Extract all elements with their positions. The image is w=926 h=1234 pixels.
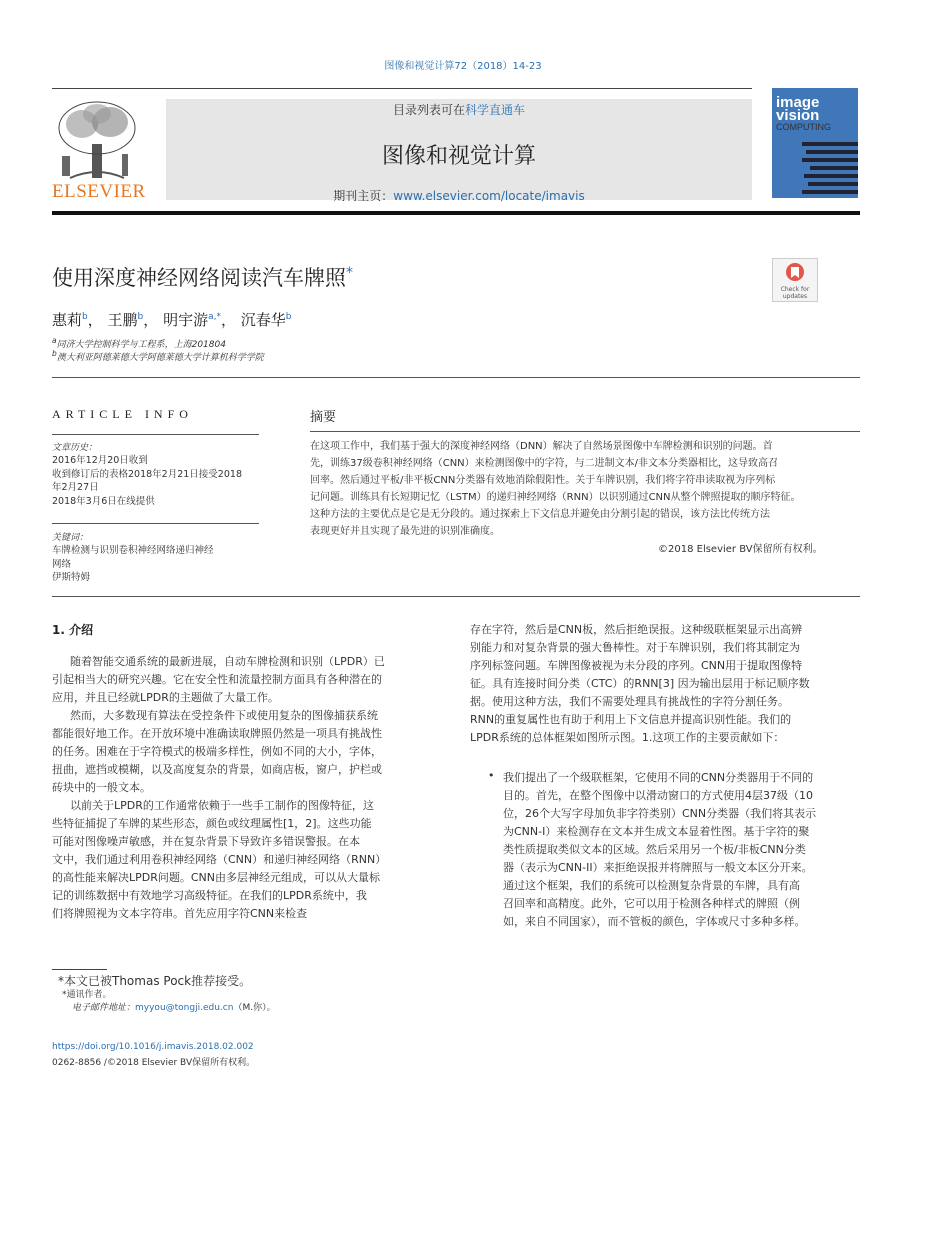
affiliation-b: $^b$澳大利亚阿德莱德大学阿德莱德大学计算机科学学院 xyxy=(52,349,264,363)
publisher-logo-text: ELSEVIER xyxy=(52,181,146,202)
bullet-marker: • xyxy=(488,769,495,782)
affiliation-rule xyxy=(52,377,860,378)
author[interactable]: 明宇游$^{a,*}$， xyxy=(163,311,236,329)
abstract-bottom-rule xyxy=(52,596,860,597)
check-for-updates-text: Check for updates xyxy=(780,286,810,300)
abstract-copyright: ©2018 Elsevier BV保留所有权利。 xyxy=(658,544,823,555)
article-info-heading: ARTICLE INFO xyxy=(52,407,193,421)
footnote-corresponding: *通讯作者。 xyxy=(62,990,112,1000)
history-label: 文章历史： xyxy=(52,443,98,453)
contents-line: 目录列表可在科学直通车 xyxy=(392,103,526,117)
cover-graphic xyxy=(802,142,858,198)
abstract-text: 在这项工作中，我们基于强大的深度神经网络（DNN）解决了自然场景图像中车牌检测和识别的问题。首 先，训练37级卷积神经网络（CNN）来检测图像中的字符，与二进制文本/非文本分类器相比，这导致高召 回率。然后通过平板/非平板CNN分类器有效地消除假阳性。关于车牌识别，我们将字符串读取视为序列标 记问题。训练具有长短期记忆（LSTM）的递归神经网络（RNN）以识别通过CNN从整个牌照提取的顺序特征。 这种方法的主要优点是它是无分段的。通过探索上下文信息并避免由分割引起的错误，该方法比传统方法 表现更好并且实现了最先进的识别准确度。 xyxy=(310,441,801,537)
doi-link[interactable]: https://doi.org/10.1016/j.imavis.2018.02.002 xyxy=(52,1042,254,1052)
journal-name: 图像和视觉计算 xyxy=(381,144,536,169)
science-direct-link[interactable]: 科学直通车 xyxy=(465,103,526,117)
body-right-column: 存在字符，然后是CNN板，然后拒绝误报。这种级联框架显示出高辨 别能力和对复杂背景的强大鲁棒性。对于车牌识别，我们将其制定为 序列标签问题。车牌图像被视为未分段的序列。CNN用于提取图像特 征。具有连接时间分类（CTC）的RNN[3] 因为输出层用于标记顺序数 据。使用这种方法，我们不需要处理具有挑战性的字符分割任务。 RNN的重复属性也有助于利用上下文信息并提高识别性能。我们的 LPDR系统的总体框架如图所示图。1.这项工作的主要贡献如下： xyxy=(470,623,810,744)
check-for-updates-badge[interactable] xyxy=(772,258,818,302)
journal-cover xyxy=(772,88,858,198)
email-link[interactable]: myyou@tongji.edu.cn xyxy=(135,1003,234,1013)
keywords-rule xyxy=(52,523,259,524)
article-info-rule xyxy=(52,434,259,435)
issn-copyright: 0262-8856 /©2018 Elsevier BV保留所有权利。 xyxy=(52,1058,256,1068)
keywords-label: 关键词： xyxy=(52,533,89,543)
author[interactable]: 王鹏$^b$， xyxy=(107,311,159,329)
masthead-thick-rule xyxy=(52,211,860,215)
author[interactable]: 沉春华$^b$ xyxy=(240,311,292,329)
cover-title: image vision COMPUTING xyxy=(776,94,831,132)
abstract-rule xyxy=(310,431,860,432)
contribution-bullet: 我们提出了一个级联框架，它使用不同的CNN分类器用于不同的 目的。首先，在整个图像中以滑动窗口的方式使用4层37级（10 位，26个大写字母加负非字符类别）CNN分类器（我们将其表示 为CNN-I）来检测存在文本并生成文本显着性图。基于字符的聚 类性质提取类似文本的区域。然后采用另一个板/非板CNN分类 器（表示为CNN-II）来拒绝误报并将牌照与一般文本区分开来。 通过这个框架，我们的系统可以检测复杂背景的车牌，具有高 召回率和高精度。此外，它可以用于检测各种样式的牌照（例 如，来自不同国家），而不管板的颜色，字体或尺寸多种多样。 xyxy=(503,771,817,928)
bookmark-icon xyxy=(785,262,805,284)
article-title: 使用深度神经网络阅读汽车牌照* xyxy=(52,265,353,290)
footnote-email: 电子邮件地址：myyou@tongji.edu.cn（M.你）。 xyxy=(72,1003,276,1013)
section-heading-introduction: 1. 介绍 xyxy=(52,623,94,637)
homepage-line: 期刊主页：www.elsevier.com/locate/imavis xyxy=(333,189,585,203)
footnote-rule xyxy=(52,969,107,970)
footnote-recommendation: *本文已被Thomas Pock推荐接受。 xyxy=(58,974,252,988)
journal-masthead xyxy=(166,99,752,203)
header-rule xyxy=(52,88,752,89)
body-left-column: 随着智能交通系统的最新进展，自动车牌检测和识别（LPDR）已 引起相当大的研究兴趣。它在安全性和流量控制方面具有各种潜在的 应用，并且已经就LPDR的主题做了大量工作。 然而，大多数现有算法在受控条件下或使用复杂的图像捕获系统 都能很好地工作。在开放环境中准确读取牌照仍然是一项具有挑战性 的任务。困难在于字符模式的极端多样性，例如不同的大小，字体， 扭曲，遮挡或模糊，以及高度复杂的背景，如商店板，窗户，护栏或 砖块中的一般文本。 以前关于LPDR的工作通常依赖于一些手工制作的图像特征，这 些特征捕捉了车牌的某些形态，颜色或纹理属性[1，2]。这些功能 可能对图像噪声敏感，并在复杂背景下导致许多错误警报。在本 文中，我们通过利用卷积神经网络（CNN）和递归神经网络（RNN） 的高性能来解决LPDR问题。CNN由多层神经元组成，可以从大量标 记的训练数据中有效地学习高级特征。在我们的LPDR系统中，我 们将牌照视为文本字符串。首先应用字符CNN来检查 xyxy=(52,655,387,920)
author-list xyxy=(52,309,292,330)
article-history: 2016年12月20日收到 收到修订后的表格2018年2月21日接受2018 年2月27日 2018年3月6日在线提供 xyxy=(52,455,242,507)
affiliation-a: $^a$同济大学控制科学与工程系，上海201804 xyxy=(52,336,226,350)
keywords-list: 车牌检测与识别卷积神经网络递归神经 网络 伊斯特姆 xyxy=(52,545,214,583)
abstract-heading: 摘要 xyxy=(310,410,337,425)
author[interactable]: 惠莉$^b$， xyxy=(52,311,103,329)
journal-citation: 图像和视觉计算72（2018）14-23 xyxy=(384,61,542,72)
homepage-link[interactable]: www.elsevier.com/locate/imavis xyxy=(393,189,585,203)
